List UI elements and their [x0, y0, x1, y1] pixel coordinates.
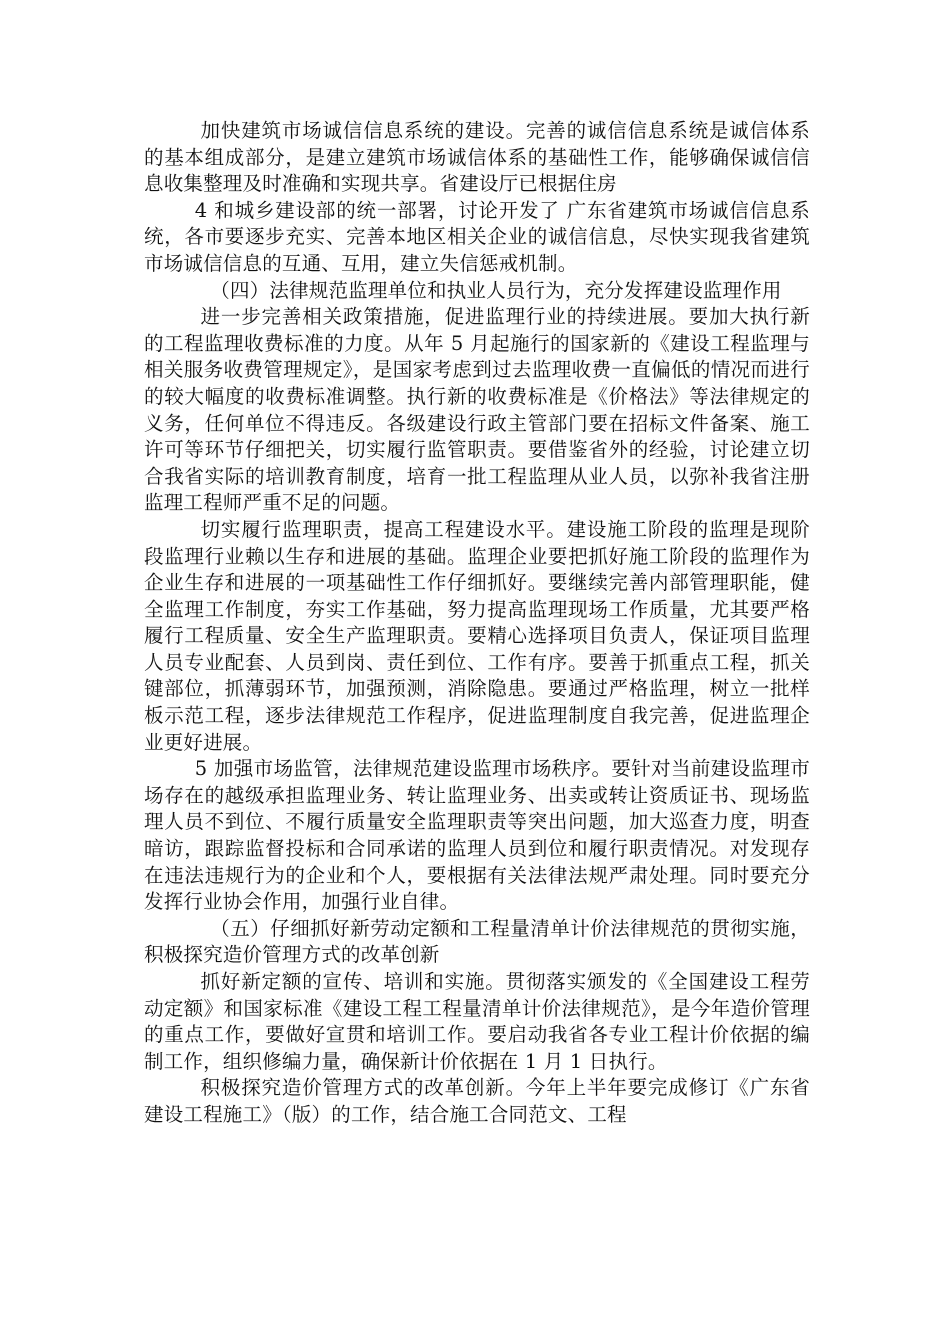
- paragraph-credit-system: 加快建筑市场诚信信息系统的建设。完善的诚信信息系统是诚信体系的基本组成部分，是建立建筑市场诚信体系的基础性工作，能够确保诚信信息收集整理及时准确和实现共享。省建设厅已根据住房: [144, 119, 810, 196]
- section-heading-5: （五）仔细抓好新劳动定额和工程量清单计价法律规范的贯彻实施，积极探究造价管理方式的改革创新: [144, 916, 810, 967]
- section-heading-4: （四）法律规范监理单位和执业人员行为，充分发挥建设监理作用: [210, 278, 782, 302]
- paragraph-quota-training: 抓好新定额的宣传、培训和实施。贯彻落实颁发的《全国建设工程劳动定额》和国家标准《建设工程工程量清单计价法律规范》，是今年造价管理的重点工作，要做好宣贯和培训工作。要启动我省各专业工程计价依据的编制工作，组织修编力量，确保新计价依据在 1 月 1 日执行。: [144, 970, 810, 1073]
- paragraph-credit-system-continued: 4 和城乡建设部的统一部署，讨论开发了 广东省建筑市场诚信信息系统，各市要逐步充实、完善本地区相关企业的诚信信息，尽快实现我省建筑市场诚信信息的互通、互用，建立失信惩戒机制。: [144, 198, 810, 275]
- paragraph-market-supervision: 5 加强市场监管，法律规范建设监理市场秩序。要针对当前建设监理市场存在的越级承担监理业务、转让监理业务、出卖或转让资质证书、现场监理人员不到位、不履行质量安全监理职责等突出问题，加大巡查力度，明查暗访，跟踪监督投标和合同承诺的监理人员到位和履行职责情况。对发现存在违法违规行为的企业和个人，要根据有关法律法规严肃处理。同时要充分发挥行业协会作用，加强行业自律。: [144, 757, 810, 914]
- paragraph-cost-reform: 积极探究造价管理方式的改革创新。今年上半年要完成修订《广东省建设工程施工》（版）的工作，结合施工合同范文、工程: [144, 1076, 810, 1126]
- document-body: [144, 118, 810, 1129]
- paragraph-supervision-policy: 进一步完善相关政策措施，促进监理行业的持续进展。要加大执行新的工程监理收费标准的力度。从年 5 月起施行的国家新的《建设工程监理与相关服务收费管理规定》，是国家考虑到过去监理收费一直偏低的情况而进行的较大幅度的收费标准调整。执行新的收费标准是《价格法》等法律规定的义务，任何单位不得违反。各级建设行政主管部门要在招标文件备案、施工许可等环节仔细把关，切实履行监管职责。要借鉴省外的经验，讨论建立切合我省实际的培训教育制度，培育一批工程监理从业人员，以弥补我省注册监理工程师严重不足的问题。: [144, 305, 810, 515]
- paragraph-supervision-duties: 切实履行监理职责，提高工程建设水平。建设施工阶段的监理是现阶段监理行业赖以生存和进展的基础。监理企业要把抓好施工阶段的监理作为企业生存和进展的一项基础性工作仔细抓好。要继续完善内部管理职能，健全监理工作制度，夯实工作基础，努力提高监理现场工作质量，尤其要严格履行工程质量、安全生产监理职责。要精心选择项目负责人，保证项目监理人员专业配套、人员到岗、责任到位、工作有序。要善于抓重点工程，抓关键部位，抓薄弱环节，加强预测，消除隐患。要通过严格监理，树立一批样板示范工程，逐步法律规范工作程序，促进监理制度自我完善，促进监理企业更好进展。: [144, 517, 810, 754]
